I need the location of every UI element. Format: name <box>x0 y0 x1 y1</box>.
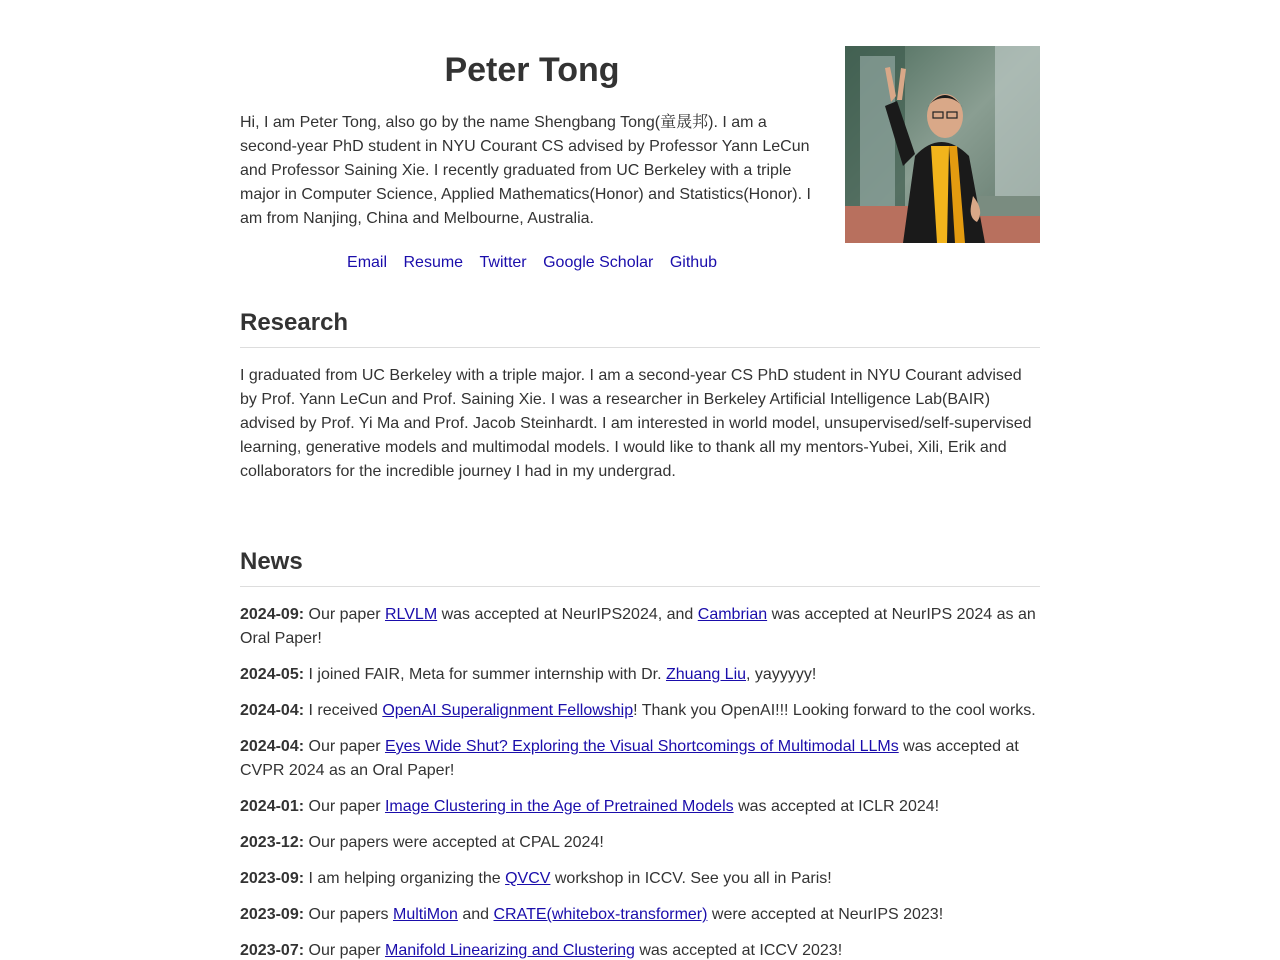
news-link[interactable]: Cambrian <box>697 606 768 623</box>
news-link[interactable]: OpenAI Superalignment Fellowship <box>382 702 634 719</box>
news-date: 2024-04: <box>240 738 305 755</box>
news-date: 2024-09: <box>240 606 305 623</box>
news-date: 2024-05: <box>240 666 305 683</box>
news-text: Our paper <box>308 738 385 755</box>
resume-link[interactable]: Resume <box>403 254 464 271</box>
news-heading: News <box>240 546 1040 587</box>
news-link[interactable]: MultiMon <box>392 906 458 923</box>
github-link[interactable]: Github <box>669 254 717 271</box>
news-link[interactable]: QVCV <box>505 870 551 887</box>
homepage <box>240 0 1040 960</box>
news-item <box>240 903 1040 927</box>
news-text: ! Thank you OpenAI!!! Looking forward to the cool works. <box>633 702 1036 719</box>
research-paragraph: I graduated from UC Berkeley with a triple major. I am a second-year CS PhD student in NYU Courant advised by Prof. Yann LeCun and Prof. Saining Xie. I was a researcher in Berkeley Artificial Intelligence Lab(BAIR) advised by Prof. Yi Ma and Prof. Jacob Steinhardt. I am interested in world model, unsupervised/self-supervised learning, generative models and multimodal models. I would like to thank all my mentors-Yubei, Xili, Erik and collaborators for the incredible journey I had in my undergrad. <box>240 367 1032 480</box>
news-text: I am helping organizing the <box>308 870 506 887</box>
news-text: Our paper <box>308 942 385 959</box>
news-item <box>240 603 1040 651</box>
news-item <box>240 699 1040 723</box>
news-item <box>240 831 1040 855</box>
news-link[interactable]: Manifold Linearizing and Clustering <box>384 942 635 959</box>
news-text: Our paper <box>308 606 385 623</box>
news-text: was accepted at ICLR 2024! <box>733 798 940 815</box>
profile-header <box>240 0 1040 290</box>
research-section <box>240 307 1040 484</box>
news-item <box>240 663 1040 687</box>
news-list <box>240 603 1040 960</box>
news-text: I joined FAIR, Meta for summer internship with Dr. <box>308 666 666 683</box>
page-title: Peter Tong <box>444 51 620 89</box>
news-text: I received <box>308 702 383 719</box>
news-date: 2023-07: <box>240 942 305 959</box>
news-link[interactable]: Eyes Wide Shut? Exploring the Visual Shortcomings of Multimodal LLMs <box>384 738 899 755</box>
news-link[interactable]: CRATE(whitebox-transformer) <box>493 906 708 923</box>
news-text: workshop in ICCV. See you all in Paris! <box>550 870 832 887</box>
intro-paragraph: Hi, I am Peter Tong, also go by the name Shengbang Tong(童晟邦). I am a second-year PhD student in NYU Courant CS advised by Professor Yann LeCun and Professor Saining Xie. I recently graduated from UC Berkeley with a triple major in Computer Science, Applied Mathematics(Honor) and Statistics(Honor). I am from Nanjing, China and Melbourne, Australia. <box>240 114 811 227</box>
news-section <box>240 546 1040 960</box>
research-heading: Research <box>240 307 1040 348</box>
news-text: Our papers were accepted at CPAL 2024! <box>308 834 604 851</box>
news-text: was accepted at ICCV 2023! <box>634 942 843 959</box>
news-item <box>240 795 1040 819</box>
google-scholar-link[interactable]: Google Scholar <box>543 254 654 271</box>
news-text: was accepted at NeurIPS 2024 as an Oral Paper! <box>240 606 1036 647</box>
news-text: were accepted at NeurIPS 2023! <box>707 906 944 923</box>
news-date: 2024-01: <box>240 798 305 815</box>
news-text: , yayyyyy! <box>746 666 817 683</box>
news-date: 2023-09: <box>240 906 305 923</box>
news-text: Our paper <box>308 798 385 815</box>
news-link[interactable]: RLVLM <box>384 606 438 623</box>
news-text: was accepted at NeurIPS2024, and <box>437 606 698 623</box>
news-text: and <box>457 906 494 923</box>
news-item <box>240 867 1040 891</box>
profile-links <box>240 251 824 275</box>
twitter-link[interactable]: Twitter <box>479 254 527 271</box>
news-link[interactable]: Image Clustering in the Age of Pretrained Models <box>384 798 734 815</box>
news-item <box>240 939 1040 960</box>
portrait-image <box>845 46 1040 243</box>
profile-photo <box>845 46 1040 243</box>
news-item <box>240 735 1040 783</box>
news-text: Our papers <box>308 906 393 923</box>
email-link[interactable]: Email <box>347 254 388 271</box>
news-date: 2024-04: <box>240 702 305 719</box>
profile-text <box>240 46 824 275</box>
news-link[interactable]: Zhuang Liu <box>665 666 747 683</box>
news-date: 2023-09: <box>240 870 305 887</box>
news-text: was accepted at CVPR 2024 as an Oral Paper! <box>240 738 1019 779</box>
news-date: 2023-12: <box>240 834 305 851</box>
